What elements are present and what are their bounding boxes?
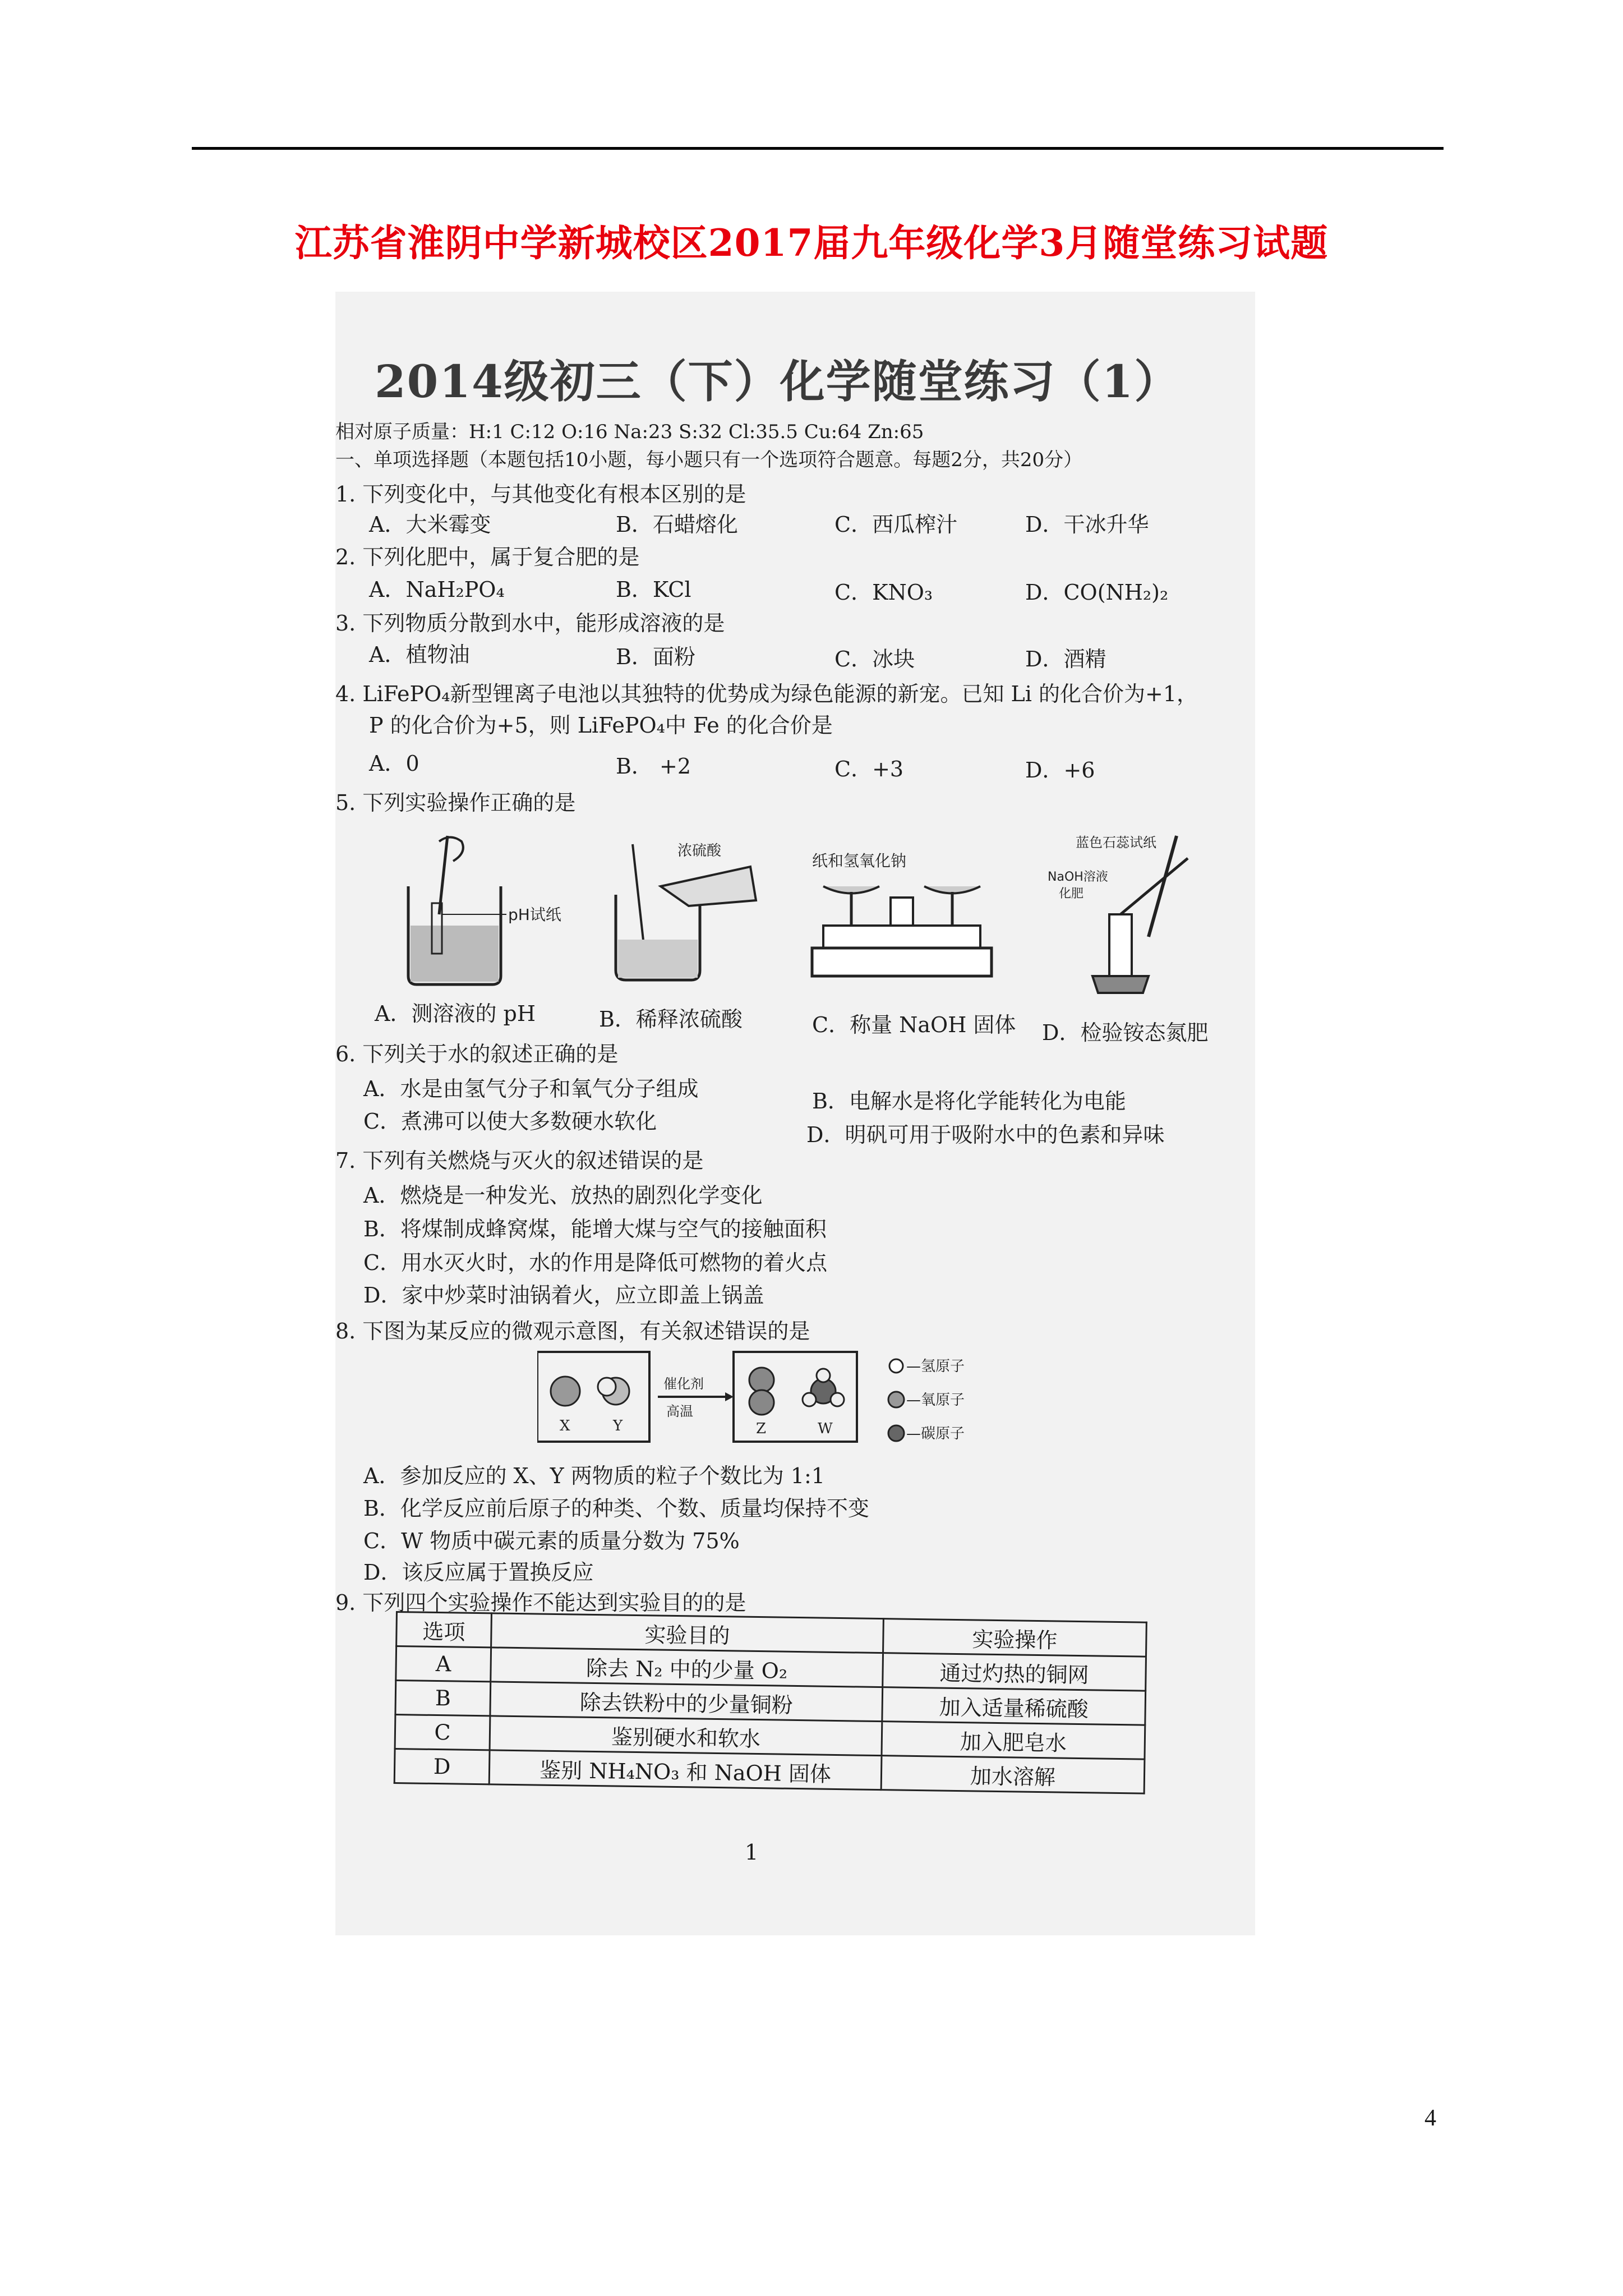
question-5-option-d: D．检验铵态氮肥 bbox=[1042, 1020, 1209, 1045]
question-6-option-b: B．电解水是将化学能转化为电能 bbox=[812, 1089, 1126, 1114]
question-3-option-d: D．酒精 bbox=[1025, 647, 1106, 671]
scan-page-number: 1 bbox=[745, 1840, 759, 1865]
row-a-operation: 通过灼热的铜网 bbox=[883, 1653, 1146, 1691]
condition-high-temp: 高温 bbox=[666, 1404, 693, 1419]
question-5-stem: 5. 下列实验操作正确的是 bbox=[335, 790, 576, 815]
header-option: 选项 bbox=[396, 1612, 492, 1648]
atomic-masses: 相对原子质量：H:1 C:12 O:16 Na:23 S:32 Cl:35.5 Cu:64 Zn:65 bbox=[335, 421, 924, 443]
figure-d-label-2: NaOH溶液 bbox=[1048, 870, 1108, 884]
question-1-stem: 1. 下列变化中，与其他变化有根本区别的是 bbox=[335, 482, 746, 507]
question-1-option-d: D．干冰升华 bbox=[1025, 512, 1149, 537]
question-3-stem: 3. 下列物质分散到水中，能形成溶液的是 bbox=[335, 611, 725, 636]
row-c-purpose: 鉴别硬水和软水 bbox=[490, 1716, 882, 1756]
question-2-option-a: A．NaH₂PO₄ bbox=[369, 577, 505, 602]
question-4-option-c: C．+3 bbox=[834, 757, 904, 781]
figure-c-label: 纸和氢氧化钠 bbox=[812, 852, 907, 870]
figure-d-label-3: 化肥 bbox=[1059, 887, 1084, 901]
question-1-option-c: C．西瓜榨汁 bbox=[834, 512, 958, 537]
figure-d-label-1: 蓝色石蕊试纸 bbox=[1076, 835, 1156, 850]
question-8-option-c: C．W 物质中碳元素的质量分数为 75% bbox=[363, 1529, 740, 1553]
header-operation: 实验操作 bbox=[883, 1619, 1147, 1657]
question-2-option-c: C．KNO₃ bbox=[834, 580, 933, 605]
question-2-stem: 2. 下列化肥中，属于复合肥的是 bbox=[335, 545, 640, 569]
question-6-option-d: D．明矾可用于吸附水中的色素和异味 bbox=[806, 1122, 1165, 1147]
molecule-y-label: Y bbox=[613, 1418, 623, 1434]
molecule-z-label: Z bbox=[756, 1420, 767, 1437]
molecule-x-label: X bbox=[560, 1418, 570, 1434]
row-d-operation: 加水溶解 bbox=[881, 1756, 1145, 1794]
question-4-option-d: D．+6 bbox=[1025, 758, 1095, 783]
question-4-option-a: A．0 bbox=[369, 751, 419, 776]
header-purpose: 实验目的 bbox=[491, 1613, 884, 1653]
document-title: 江苏省淮阴中学新城校区2017届九年级化学3月随堂练习试题 bbox=[294, 221, 1329, 265]
question-1-option-a: A．大米霉变 bbox=[369, 512, 491, 537]
exam-title: 2014级初三（下）化学随堂练习（1） bbox=[375, 355, 1181, 408]
page-number: 4 bbox=[1424, 2105, 1436, 2131]
row-c-option: C bbox=[395, 1715, 490, 1750]
question-7-option-c: C．用水灭火时，水的作用是降低可燃物的着火点 bbox=[363, 1250, 828, 1275]
legend-carbon: —碳原子 bbox=[906, 1425, 965, 1442]
question-2-option-b: B．KCl bbox=[616, 577, 691, 602]
question-4-stem-line2: P 的化合价为+5，则 LiFePO₄中 Fe 的化合价是 bbox=[369, 713, 833, 738]
experiment-table bbox=[394, 1611, 1147, 1795]
question-8-option-b: B．化学反应前后原子的种类、个数、质量均保持不变 bbox=[363, 1496, 869, 1521]
question-7-option-d: D．家中炒菜时油锅着火，应立即盖上锅盖 bbox=[363, 1283, 764, 1308]
row-a-option: A bbox=[396, 1646, 491, 1682]
question-7-stem: 7. 下列有关燃烧与灭火的叙述错误的是 bbox=[335, 1148, 704, 1173]
question-5-option-c: C．称量 NaOH 固体 bbox=[812, 1013, 1016, 1037]
question-8-stem: 8. 下图为某反应的微观示意图，有关叙述错误的是 bbox=[335, 1319, 810, 1343]
question-3-option-c: C．冰块 bbox=[834, 647, 915, 671]
question-6-option-a: A．水是由氢气分子和氧气分子组成 bbox=[363, 1076, 699, 1101]
molecule-w-label: W bbox=[818, 1420, 833, 1437]
question-9-stem: 9. 下列四个实验操作不能达到实验目的的是 bbox=[335, 1590, 746, 1615]
row-b-operation: 加入适量稀硫酸 bbox=[882, 1687, 1146, 1726]
question-4-stem-line1: 4. LiFePO₄新型锂离子电池以其独特的优势成为绿色能源的新宠。已知 Li 的化合价为+1， bbox=[335, 682, 1198, 706]
figure-ph-test bbox=[386, 830, 571, 993]
question-7-option-b: B．将煤制成蜂窝煤，能增大煤与空气的接触面积 bbox=[363, 1217, 827, 1241]
row-c-operation: 加入肥皂水 bbox=[882, 1722, 1145, 1760]
question-6-stem: 6. 下列关于水的叙述正确的是 bbox=[335, 1042, 619, 1066]
question-4-option-b: B． +2 bbox=[616, 754, 691, 779]
question-8-option-a: A．参加反应的 X、Y 两物质的粒子个数比为 1:1 bbox=[363, 1464, 825, 1488]
figure-dilute-acid bbox=[599, 833, 767, 996]
figure-balance bbox=[801, 847, 1003, 993]
row-d-purpose: 鉴别 NH₄NO₃ 和 NaOH 固体 bbox=[489, 1750, 882, 1790]
row-b-option: B bbox=[395, 1681, 491, 1716]
question-5-option-b: B．稀释浓硫酸 bbox=[599, 1007, 743, 1032]
figure-b-label: 浓硫酸 bbox=[677, 843, 722, 859]
row-b-purpose: 除去铁粉中的少量铜粉 bbox=[490, 1682, 883, 1722]
header-rule bbox=[192, 147, 1444, 150]
question-7-option-a: A．燃烧是一种发光、放热的剧烈化学变化 bbox=[363, 1183, 763, 1208]
row-d-option: D bbox=[394, 1749, 490, 1784]
row-a-purpose: 除去 N₂ 中的少量 O₂ bbox=[491, 1648, 883, 1687]
question-6-option-c: C．煮沸可以使大多数硬水软化 bbox=[363, 1109, 657, 1134]
question-1-option-b: B．石蜡熔化 bbox=[616, 512, 738, 537]
question-8-option-d: D．该反应属于置换反应 bbox=[363, 1560, 594, 1585]
figure-a-label: pH试纸 bbox=[508, 905, 561, 924]
question-3-option-a: A．植物油 bbox=[369, 642, 470, 667]
scanned-exam-page bbox=[335, 292, 1255, 1935]
figure-ammonium-test bbox=[1048, 825, 1233, 999]
legend-hydrogen: —氢原子 bbox=[906, 1358, 965, 1375]
condition-catalyst: 催化剂 bbox=[663, 1376, 704, 1392]
question-3-option-b: B．面粉 bbox=[616, 645, 695, 669]
question-5-option-a: A．测溶液的 pH bbox=[375, 1001, 536, 1026]
legend-oxygen: —氧原子 bbox=[906, 1392, 965, 1409]
section-heading: 一、单项选择题（本题包括10小题，每小题只有一个选项符合题意。每题2分，共20分） bbox=[335, 449, 1083, 471]
question-2-option-d: D．CO(NH₂)₂ bbox=[1025, 580, 1169, 605]
